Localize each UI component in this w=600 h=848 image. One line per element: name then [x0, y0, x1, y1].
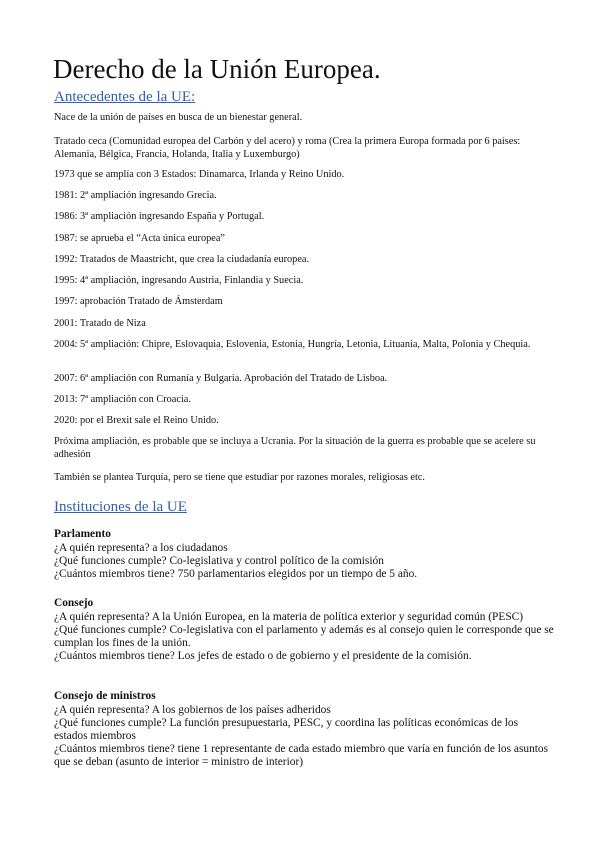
paragraph: 1987: se aprueba el “Acta única europea”	[54, 233, 225, 244]
paragraph: También se plantea Turquía, pero se tiene que estudiar por razones morales, religiosas etc.	[54, 472, 425, 483]
institution-title: Consejo de ministros	[54, 690, 156, 702]
paragraph: 2007: 6ª ampliación con Rumanía y Bulgaria. Aprobación del Tratado de Lisboa.	[54, 373, 388, 384]
institution-line: ¿Cuántos miembros tiene? tiene 1 representante de cada estado miembro que varía en función de los asuntos que se deban (asunto de interior = ministro de interior)	[54, 743, 549, 769]
institution-line: ¿Qué funciones cumple? Co-legislativa y control político de la comisión	[54, 554, 384, 567]
paragraph: 2001: Tratado de Niza	[54, 318, 146, 329]
paragraph: 2013: 7ª ampliación con Croacia.	[54, 394, 191, 405]
paragraph: 1995: 4ª ampliación, ingresando Austria, Finlandia y Suecia.	[54, 275, 304, 286]
institution-line: ¿Cuántos miembros tiene? Los jefes de estado o de gobierno y el presidente de la comisión.	[54, 650, 472, 663]
paragraph: 2004: 5ª ampliación: Chipre, Eslovaquia, Eslovenia, Estonia, Hungría, Letonia, Lituania, Malta, Polonia y Chequia.	[54, 339, 531, 350]
paragraph: Próxima ampliación, es probable que se incluya a Ucrania. Por la situación de la guerra es probable que se acelere su adhesión	[54, 436, 536, 460]
paragraph: 1973 que se amplía con 3 Estados: Dinamarca, Irlanda y Reino Unido.	[54, 169, 345, 180]
paragraph: 1986: 3ª ampliación ingresando España y Portugal.	[54, 211, 265, 222]
institution-block-consejo-de-ministros	[54, 690, 554, 770]
section-heading-instituciones: Instituciones de la UE	[54, 499, 187, 515]
institution-title: Consejo	[54, 597, 94, 609]
paragraph: 1992: Tratados de Maastricht, que crea la ciudadanía europea.	[54, 254, 310, 265]
paragraph: 1981: 2ª ampliación ingresando Grecia.	[54, 190, 217, 201]
institution-block-consejo	[54, 597, 554, 663]
institution-block-parlamento	[54, 528, 554, 581]
institution-line: ¿A quién representa? A la Unión Europea, en la materia de política exterior y seguridad común (PESC)	[54, 610, 524, 623]
institution-line: ¿Qué funciones cumple? La función presupuestaria, PESC, y coordina las políticas económicas de los estados miembros	[54, 716, 519, 742]
paragraph: Tratado ceca (Comunidad europea del Carbón y del acero) y roma (Crea la primera Europa formada por 6 países: Alemania, Bélgica, Francia, Holanda, Italia y Luxemburgo)	[54, 136, 521, 160]
institution-line: ¿Cuántos miembros tiene? 750 parlamentarios elegidos por un tiempo de 5 año.	[54, 567, 418, 580]
paragraph: 2020: por el Brexit sale el Reino Unido.	[54, 415, 219, 426]
institution-line: ¿Qué funciones cumple? Co-legislativa con el parlamento y además es al consejo quien le corresponde que se cumplan los fines de la unión.	[54, 623, 554, 649]
paragraph: Nace de la unión de países en busca de un bienestar general.	[54, 112, 303, 123]
section-heading-antecedentes: Antecedentes de la UE:	[54, 89, 196, 105]
institution-line: ¿A quién representa? A los gobiernos de los países adheridos	[54, 703, 331, 716]
institution-line: ¿A quién representa? a los ciudadanos	[54, 541, 228, 554]
institution-title: Parlamento	[54, 528, 111, 540]
paragraph: 1997: aprobación Tratado de Ámsterdam	[54, 296, 223, 307]
page-title: Derecho de la Unión Europea.	[53, 54, 381, 84]
